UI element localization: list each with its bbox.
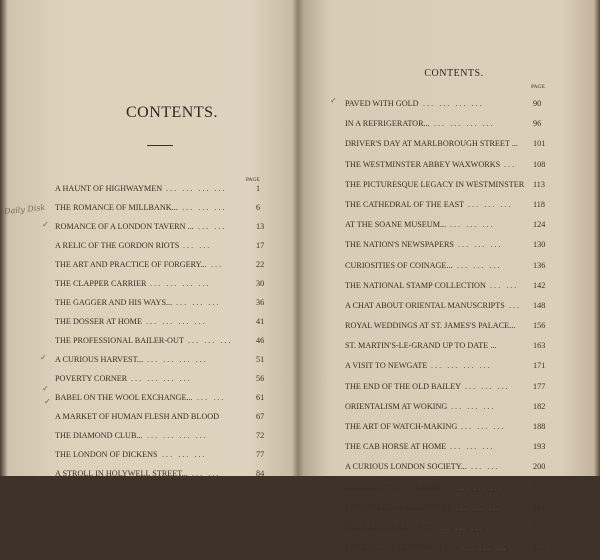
toc-entry: [300, 459, 600, 479]
toc-entry: [0, 219, 298, 238]
toc-entry-page: 56: [256, 374, 265, 383]
toc-entry-title: THE PROFESSIONAL BAILER-OUT: [55, 336, 184, 345]
toc-entry-page: 182: [533, 401, 546, 411]
toc-entry-leader: ... ...: [197, 393, 226, 402]
toc-entry: [300, 439, 600, 459]
toc-entry: [300, 358, 600, 378]
toc-entry-title: THE CLAPPER CARRIER: [55, 279, 147, 288]
toc-entry-page: 13: [256, 222, 265, 231]
toc-entry: [300, 197, 600, 217]
handwritten-margin-note: Daily Disk: [3, 202, 46, 217]
toc-entry-page: 22: [256, 260, 265, 269]
toc-entry-leader: ... ... ... ...: [131, 374, 192, 383]
toc-entry: [0, 314, 298, 333]
toc-entry: [300, 177, 600, 197]
toc-entry-leader: ... ... ...: [457, 260, 502, 270]
right-toc-list: [300, 96, 600, 560]
toc-entry-title: PAVED WITH GOLD: [345, 99, 419, 108]
pencil-tick-icon: ✓: [44, 397, 51, 406]
toc-entry-page: 108: [533, 159, 546, 169]
toc-entry-title: ORIENTALISM AT WOKING: [345, 401, 448, 411]
toc-entry: [300, 278, 600, 298]
toc-entry-leader: ...: [509, 300, 522, 310]
toc-entry: [0, 390, 298, 409]
toc-entry-page: 218: [533, 522, 546, 532]
toc-entry-page: 118: [533, 199, 545, 209]
toc-entry-leader: ... ... ... ...: [434, 119, 495, 129]
toc-entry-title: A CURIOUS LONDON SOCIETY...: [345, 462, 467, 472]
toc-entry-page: 67: [256, 412, 265, 421]
toc-entry-title: THE LAST OF ASTLEY'S: [345, 522, 435, 532]
toc-entry-leader: ... ... ...: [451, 401, 496, 411]
left-page-column-label: PAGE: [246, 177, 260, 183]
toc-entry-title: A CHAT ABOUT ORIENTAL MANUSCRIPTS: [345, 300, 505, 310]
toc-entry-title: THE CAB HORSE AT HOME: [345, 442, 447, 452]
toc-entry-title: THE ART AND PRACTICE OF FORGERY...: [55, 260, 207, 269]
toc-entry: [300, 520, 600, 540]
toc-entry-page: 177: [533, 381, 546, 391]
toc-entry-title: A CURIOUS HARVEST...: [55, 355, 144, 364]
toc-entry: [300, 379, 600, 399]
toc-entry-page: 84: [256, 469, 265, 478]
toc-entry: [0, 352, 298, 371]
toc-entry-title: ROYAL WEDDINGS AT ST. JAMES'S PALACE...: [345, 321, 516, 331]
toc-entry-title: A VISIT TO NEWGATE: [345, 361, 428, 371]
toc-entry-title: THE DIAMOND CLUB...: [55, 431, 143, 440]
toc-entry-title: THE END OF THE OLD BAILEY: [345, 381, 462, 391]
toc-entry-page: 6: [256, 203, 261, 212]
right-contents-heading: CONTENTS.: [424, 68, 484, 79]
right-page-column-label: PAGE: [531, 84, 545, 90]
toc-entry-title: THE DOSSER AT HOME: [55, 317, 142, 326]
toc-entry-page: 124: [533, 220, 546, 230]
toc-entry-title: THE GAGGER AND HIS WAYS...: [55, 298, 173, 307]
toc-entry-page: 113: [533, 179, 545, 189]
toc-entry-page: 148: [533, 300, 546, 310]
toc-entry-leader: ... ... ... ...: [166, 184, 227, 193]
toc-entry: [300, 318, 600, 338]
heading-rule: [147, 145, 173, 146]
toc-entry: [300, 399, 600, 419]
toc-entry-leader: ... ... ...: [439, 522, 484, 532]
toc-entry-title: CURIOSITIES OF COINAGE...: [345, 260, 453, 270]
toc-entry-title: AT THE SOANE MUSEUM...: [345, 220, 447, 230]
toc-entry-title: DOOMED CITY CHURCHES...: [345, 482, 454, 492]
right-page: [300, 0, 600, 553]
toc-entry: [0, 447, 298, 466]
toc-entry: [0, 333, 298, 352]
toc-entry-title: ROMANCE OF A LONDON TAVERN ...: [55, 222, 194, 231]
toc-entry: [300, 217, 600, 237]
toc-entry-page: 130: [533, 240, 546, 250]
toc-entry-page: 156: [533, 321, 546, 331]
toc-entry-page: 163: [533, 341, 546, 351]
toc-entry-page: 72: [256, 431, 265, 440]
toc-entry-leader: ... ... ...: [450, 220, 495, 230]
toc-entry: [0, 276, 298, 295]
pencil-tick-icon: ✓: [42, 384, 49, 393]
toc-entry: [300, 480, 600, 500]
toc-entry-page: 171: [533, 361, 546, 371]
toc-entry-title: IN A REFRIGERATOR...: [345, 119, 430, 129]
toc-entry-page: 200: [533, 462, 546, 472]
toc-entry-leader: ... ...: [198, 222, 227, 231]
pencil-tick-icon: ✓: [40, 353, 47, 362]
toc-entry: [0, 238, 298, 257]
toc-entry-title: POVERTY CORNER: [55, 374, 128, 383]
toc-entry: [0, 428, 298, 447]
toc-entry-title: A HAUNT OF HIGHWAYMEN: [55, 184, 163, 193]
toc-entry-leader: ... ... ...: [461, 422, 506, 431]
toc-entry-page: 205: [533, 482, 546, 492]
toc-entry-page: 90: [533, 99, 542, 108]
toc-entry: [300, 500, 600, 520]
toc-entry-title: THE LAST OF CLEMENT'S INN: [345, 543, 460, 553]
toc-entry: [300, 237, 600, 257]
toc-entry-leader: ... ... ...: [176, 298, 221, 307]
toc-entry-leader: ... ... ...: [162, 450, 207, 459]
toc-entry: [300, 96, 600, 116]
toc-entry-page: 17: [256, 241, 265, 250]
toc-entry-leader: ... ... ... ...: [147, 431, 208, 440]
toc-entry-title: THE ART OF WATCH-MAKING: [345, 422, 458, 431]
toc-entry-title: THE NATIONAL STAMP COLLECTION: [345, 280, 486, 290]
toc-entry-page: 30: [256, 279, 265, 288]
toc-entry: [0, 257, 298, 276]
left-contents-heading: CONTENTS.: [125, 104, 219, 121]
toc-entry: [300, 157, 600, 177]
toc-entry-title: BABEL ON THE WOOL EXCHANGE...: [55, 393, 193, 402]
toc-entry-leader: ... ... ... ...: [150, 279, 211, 288]
toc-entry-title: THE ROMANCE OF MILLBANK...: [55, 203, 178, 212]
toc-entry-page: 193: [533, 442, 546, 452]
toc-entry-page: 46: [256, 336, 265, 345]
toc-entry: [300, 258, 600, 278]
toc-entry: [300, 136, 600, 156]
toc-entry: [300, 540, 600, 560]
toc-entry-leader: ... ... ...: [182, 203, 227, 212]
toc-entry: [0, 181, 298, 200]
toc-entry: [0, 371, 298, 390]
toc-entry: [300, 419, 600, 439]
pencil-tick-icon: ✓: [330, 96, 337, 105]
toc-entry-leader: ... ... ...: [456, 502, 501, 512]
toc-entry-page: 61: [256, 393, 265, 402]
toc-entry-page: 51: [256, 355, 265, 364]
toc-entry-leader: ... ... ... ...: [423, 99, 484, 108]
toc-entry-leader: ... ... ...: [458, 482, 503, 492]
toc-entry-page: 36: [256, 298, 265, 307]
toc-entry-page: 223: [533, 543, 546, 553]
toc-entry: [300, 116, 600, 136]
toc-entry: [0, 200, 298, 219]
toc-entry-title: A STROLL IN HOLYWELL STREET...: [55, 469, 188, 478]
toc-entry-leader: ... ...: [183, 241, 212, 250]
toc-entry-leader: ... ... ...: [465, 381, 510, 391]
toc-entry-leader: ... ... ... ...: [431, 361, 492, 371]
toc-entry-leader: ... ... ...: [468, 199, 513, 209]
left-page: [0, 0, 298, 476]
toc-entry-page: 77: [256, 450, 265, 459]
toc-entry-leader: ... ... ...: [463, 543, 508, 553]
toc-entry-title: THE NATION'S NEWSPAPERS: [345, 240, 454, 250]
toc-entry-page: 1: [256, 184, 261, 193]
toc-entry-page: 188: [533, 422, 546, 431]
toc-entry-page: 211: [533, 502, 545, 512]
toc-entry-title: THE LONDON OF DICKENS: [55, 450, 158, 459]
pencil-tick-icon: ✓: [42, 220, 49, 229]
toc-entry: [300, 298, 600, 318]
toc-entry-title: ST. MARTIN'S-LE-GRAND UP TO DATE ...: [345, 341, 497, 351]
toc-entry-leader: ... ... ...: [450, 442, 495, 452]
toc-entry-title: A RELIC OF THE GORDON RIOTS: [55, 241, 180, 250]
toc-entry-leader: ... ... ... ...: [146, 317, 207, 326]
toc-entry-page: 101: [533, 139, 546, 149]
toc-entry-title: THE PICTURESQUE LEGACY IN WESTMINSTER: [345, 179, 525, 189]
toc-entry-leader: ... ... ...: [188, 336, 233, 345]
toc-entry: [0, 409, 298, 428]
toc-entry-page: 142: [533, 280, 546, 290]
left-toc-list: [0, 181, 298, 485]
toc-entry-title: THE CATHEDRAL OF THE EAST: [345, 199, 465, 209]
toc-entry-leader: ...: [211, 260, 224, 269]
toc-entry: [300, 338, 600, 358]
toc-entry-leader: ... ... ...: [458, 240, 503, 250]
toc-entry-leader: ...: [504, 159, 517, 169]
toc-entry-page: 96: [533, 119, 542, 129]
toc-entry-leader: ... ...: [471, 462, 500, 472]
toc-entry-leader: ... ...: [192, 469, 221, 478]
toc-entry-title: THE WESTMINSTER ABBEY WAXWORKS: [345, 159, 501, 169]
toc-entry-title: A MARKET OF HUMAN FLESH AND BLOOD: [55, 412, 220, 421]
toc-entry-page: 136: [533, 260, 546, 270]
toc-entry-leader: ... ...: [490, 280, 519, 290]
toc-entry-leader: ... ... ... ...: [147, 355, 208, 364]
toc-entry-page: 41: [256, 317, 265, 326]
toc-entry: [0, 295, 298, 314]
toc-entry-title: THE CHIEL IN PARLIAMENT: [345, 502, 452, 512]
toc-entry-title: DRIVER'S DAY AT MARLBOROUGH STREET ...: [345, 139, 518, 149]
